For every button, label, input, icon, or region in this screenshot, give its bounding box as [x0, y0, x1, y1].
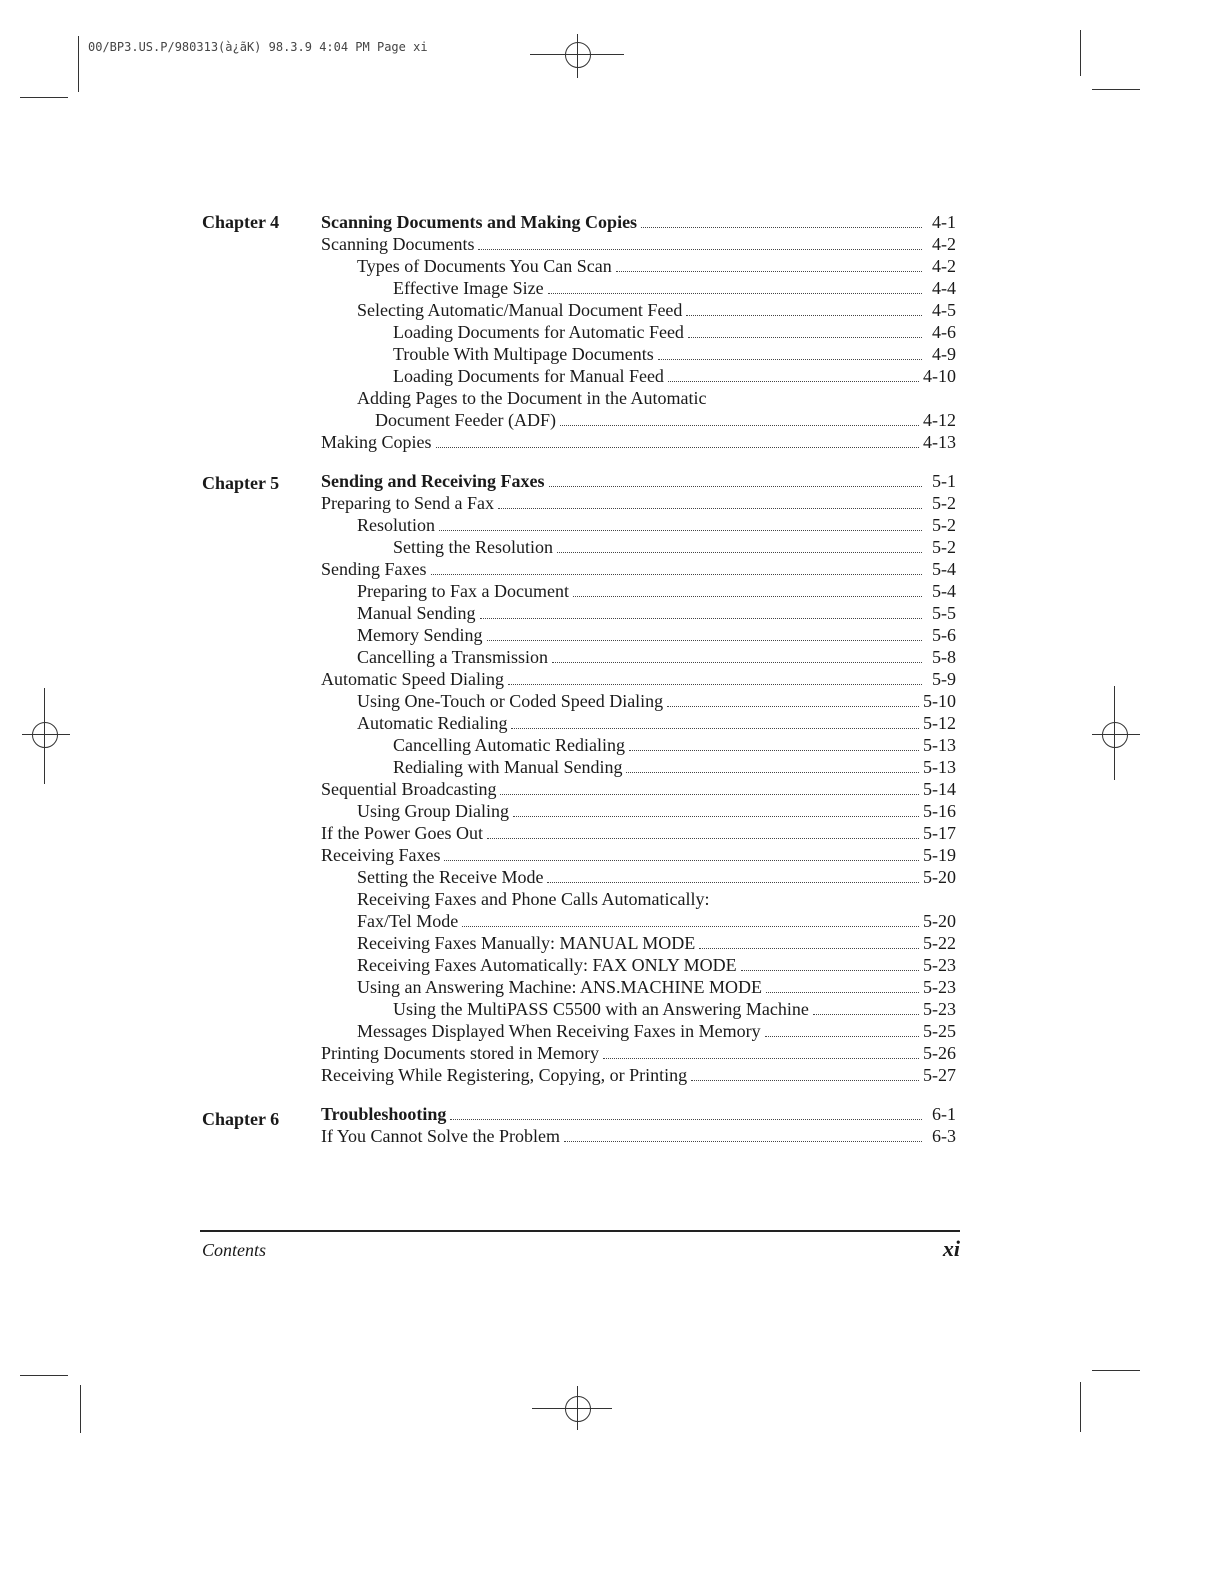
toc-entry [321, 1103, 956, 1125]
toc-entry-page: 5-1 [932, 471, 956, 491]
toc-entry [321, 668, 956, 690]
dot-leader [487, 640, 923, 641]
dot-leader [500, 794, 919, 795]
toc-entry [357, 690, 956, 712]
toc-entry-page: 5-2 [932, 537, 956, 557]
toc-entry [375, 409, 956, 431]
toc-entry-page: 4-10 [923, 366, 956, 386]
toc-entry-title: If the Power Goes Out [321, 823, 483, 843]
dot-leader [699, 948, 919, 949]
toc-entry-page: 5-20 [923, 867, 956, 887]
toc-entry-title: Troubleshooting [321, 1104, 447, 1124]
toc-entry [357, 514, 956, 536]
toc-entry-title: Loading Documents for Manual Feed [393, 366, 664, 386]
dot-leader [511, 728, 919, 729]
dot-leader [508, 684, 922, 685]
toc-entry-page: 5-14 [923, 779, 956, 799]
toc-entry [357, 954, 956, 976]
toc-entry-page: 5-6 [932, 625, 956, 645]
toc-entry [357, 866, 956, 888]
toc-entry [321, 492, 956, 514]
toc-entry-title: Trouble With Multipage Documents [393, 344, 654, 364]
dot-leader [616, 271, 922, 272]
toc-entry-title: Redialing with Manual Sending [393, 757, 623, 777]
dot-leader [641, 227, 922, 228]
registration-mark-icon [32, 722, 58, 748]
toc-entry-title: Setting the Resolution [393, 537, 553, 557]
dot-leader [548, 293, 922, 294]
toc-entry [393, 321, 956, 343]
dot-leader [480, 618, 923, 619]
toc-entry-page: 5-16 [923, 801, 956, 821]
crop-mark [80, 1385, 81, 1433]
toc-entry-page: 5-9 [932, 669, 956, 689]
toc-entry [321, 822, 956, 844]
toc-entry-page: 5-5 [932, 603, 956, 623]
toc-entry [321, 211, 956, 233]
toc-entry [321, 1125, 956, 1147]
toc-entry-title: Setting the Receive Mode [357, 867, 544, 887]
dot-leader [686, 315, 922, 316]
toc-entry [321, 470, 956, 492]
chapter-label: Chapter 4 [202, 212, 280, 232]
toc-entry-page: 5-13 [923, 735, 956, 755]
registration-mark-line [577, 34, 578, 78]
toc-entry-page: 4-4 [932, 278, 956, 298]
dot-leader [450, 1119, 922, 1120]
toc-entry-title: Cancelling a Transmission [357, 647, 549, 667]
dot-leader [629, 750, 919, 751]
toc-entry [321, 778, 956, 800]
dot-leader [741, 970, 919, 971]
crop-mark [1080, 30, 1081, 76]
toc-entry-page: 4-12 [923, 410, 956, 430]
toc-entry-title: Receiving Faxes Automatically: FAX ONLY MODE [357, 955, 737, 975]
toc-entry [357, 299, 956, 321]
print-slug: 00/BP3.US.P/980313(à¿ãK) 98.3.9 4:04 PM Page xi [88, 40, 428, 54]
dot-leader [626, 772, 919, 773]
dot-leader [688, 337, 922, 338]
dot-leader [487, 838, 919, 839]
toc-entry-page: 5-10 [923, 691, 956, 711]
dot-leader [564, 1141, 922, 1142]
toc-entry-page: 5-25 [923, 1021, 956, 1041]
toc-entry-page: 4-1 [932, 212, 956, 232]
toc-entry [357, 800, 956, 822]
dot-leader [667, 706, 919, 707]
toc-entry-title: Fax/Tel Mode [357, 911, 459, 931]
toc-entry-title: If You Cannot Solve the Problem [321, 1126, 561, 1146]
toc-entry-title: Printing Documents stored in Memory [321, 1043, 599, 1063]
toc-entry-page: 5-26 [923, 1043, 956, 1063]
dot-leader [478, 249, 922, 250]
footer-rule [200, 1230, 960, 1232]
toc-entry-page: 5-4 [932, 559, 956, 579]
toc-entry-title: Sending Faxes [321, 559, 427, 579]
toc-entry-title: Adding Pages to the Document in the Automatic [357, 388, 707, 408]
toc-entry-title: Manual Sending [357, 603, 476, 623]
toc-entry [321, 233, 956, 255]
toc-entry-title: Scanning Documents [321, 234, 475, 254]
toc-entry-title: Using an Answering Machine: ANS.MACHINE MODE [357, 977, 762, 997]
crop-mark [20, 97, 68, 98]
registration-mark-line [1114, 686, 1115, 780]
toc-entry [393, 343, 956, 365]
toc-entry-page: 4-6 [932, 322, 956, 342]
toc-entry [357, 976, 956, 998]
toc-entry [321, 844, 956, 866]
toc-entry [357, 932, 956, 954]
toc-entry-title: Cancelling Automatic Redialing [393, 735, 625, 755]
toc-entry-title: Effective Image Size [393, 278, 544, 298]
toc-entry [393, 734, 956, 756]
toc-entry [357, 910, 956, 932]
dot-leader [436, 447, 920, 448]
toc-entry-page: 4-9 [932, 344, 956, 364]
toc-entry-title: Receiving Faxes Manually: MANUAL MODE [357, 933, 696, 953]
crop-mark [1092, 89, 1140, 90]
toc-entry-title: Automatic Speed Dialing [321, 669, 504, 689]
toc-entry-title: Messages Displayed When Receiving Faxes in Memory [357, 1021, 761, 1041]
toc-entry-page: 5-17 [923, 823, 956, 843]
toc-entry-title: Document Feeder (ADF) [375, 410, 556, 430]
toc-entry-title: Scanning Documents and Making Copies [321, 212, 638, 232]
toc-entry-title: Automatic Redialing [357, 713, 508, 733]
crop-mark [78, 36, 79, 92]
toc-entry-title: Making Copies [321, 432, 432, 452]
toc-entry-title: Sending and Receiving Faxes [321, 471, 545, 491]
toc-entry [357, 624, 956, 646]
registration-mark-icon [565, 42, 591, 68]
toc-entry [393, 277, 956, 299]
dot-leader [439, 530, 922, 531]
dot-leader [813, 1014, 919, 1015]
toc-entry-page: 4-5 [932, 300, 956, 320]
toc-entry [357, 646, 956, 668]
toc-entry [357, 580, 956, 602]
toc-entry-page: 6-3 [932, 1126, 956, 1146]
toc-entry-title: Types of Documents You Can Scan [357, 256, 612, 276]
footer-section-title: Contents [202, 1240, 267, 1260]
dot-leader [513, 816, 919, 817]
toc-entry-title: Using the MultiPASS C5500 with an Answering Machine [393, 999, 809, 1019]
crop-mark [1092, 1370, 1140, 1371]
dot-leader [444, 860, 919, 861]
toc-entry-page: 5-23 [923, 977, 956, 997]
crop-mark [20, 1375, 68, 1376]
toc-entry-page: 5-19 [923, 845, 956, 865]
dot-leader [552, 662, 922, 663]
toc-entry-title: Preparing to Fax a Document [357, 581, 569, 601]
toc-entry-title: Using Group Dialing [357, 801, 509, 821]
dot-leader [560, 425, 919, 426]
toc-entry [357, 712, 956, 734]
toc-entry [321, 558, 956, 580]
dot-leader [549, 486, 922, 487]
toc-entry-page: 4-13 [923, 432, 956, 452]
toc-entry-page: 5-2 [932, 515, 956, 535]
toc-entry-page: 5-23 [923, 999, 956, 1019]
toc-entry-title: Selecting Automatic/Manual Document Feed [357, 300, 683, 320]
toc-entry-title: Memory Sending [357, 625, 483, 645]
registration-mark-line [22, 734, 70, 735]
dot-leader [691, 1080, 919, 1081]
toc-entry [321, 1042, 956, 1064]
toc-entry-page: 5-4 [932, 581, 956, 601]
toc-entry-title: Receiving Faxes and Phone Calls Automatically: [357, 889, 710, 909]
dot-leader [668, 381, 919, 382]
chapter-label: Chapter 6 [202, 1109, 280, 1129]
registration-mark-line [577, 1386, 578, 1430]
registration-mark-icon [565, 1396, 591, 1422]
chapter-label: Chapter 5 [202, 473, 280, 493]
toc-entry-page: 5-23 [923, 955, 956, 975]
toc-entry-page: 5-2 [932, 493, 956, 513]
toc-entry-title: Preparing to Send a Fax [321, 493, 494, 513]
dot-leader [765, 1036, 919, 1037]
toc-entry-page: 4-2 [932, 256, 956, 276]
toc-entry-page: 5-27 [923, 1065, 956, 1085]
toc-entry-title: Receiving While Registering, Copying, or Printing [321, 1065, 688, 1085]
toc-entry [357, 1020, 956, 1042]
toc-entry-page: 5-20 [923, 911, 956, 931]
dot-leader [658, 359, 922, 360]
toc-entry [393, 365, 956, 387]
dot-leader [603, 1058, 919, 1059]
dot-leader [557, 552, 922, 553]
dot-leader [498, 508, 922, 509]
toc-entry [321, 431, 956, 453]
registration-mark-line [532, 1408, 612, 1409]
dot-leader [462, 926, 919, 927]
toc-entry-page: 5-8 [932, 647, 956, 667]
dot-leader [547, 882, 919, 883]
toc-entry-title: Loading Documents for Automatic Feed [393, 322, 684, 342]
toc-entry-title: Receiving Faxes [321, 845, 441, 865]
toc-entry-title: Resolution [357, 515, 436, 535]
toc-entry-page: 6-1 [932, 1104, 956, 1124]
crop-mark [1080, 1382, 1081, 1432]
toc-entry-page: 5-12 [923, 713, 956, 733]
dot-leader [766, 992, 919, 993]
registration-mark-icon [1102, 722, 1128, 748]
toc-entry [357, 255, 956, 277]
toc-entry-page: 4-2 [932, 234, 956, 254]
page-number: xi [942, 1236, 960, 1261]
toc-entry [393, 756, 956, 778]
dot-leader [431, 574, 923, 575]
toc-entry-title: Sequential Broadcasting [321, 779, 497, 799]
registration-mark-line [44, 688, 45, 784]
toc-entry-page: 5-13 [923, 757, 956, 777]
toc-entry [321, 1064, 956, 1086]
registration-mark-line [1092, 734, 1140, 735]
dot-leader [573, 596, 922, 597]
toc-entry-page: 5-22 [923, 933, 956, 953]
toc-entry [393, 536, 956, 558]
toc-entry [393, 998, 956, 1020]
toc-entry-title: Using One-Touch or Coded Speed Dialing [357, 691, 664, 711]
toc-entry [357, 602, 956, 624]
